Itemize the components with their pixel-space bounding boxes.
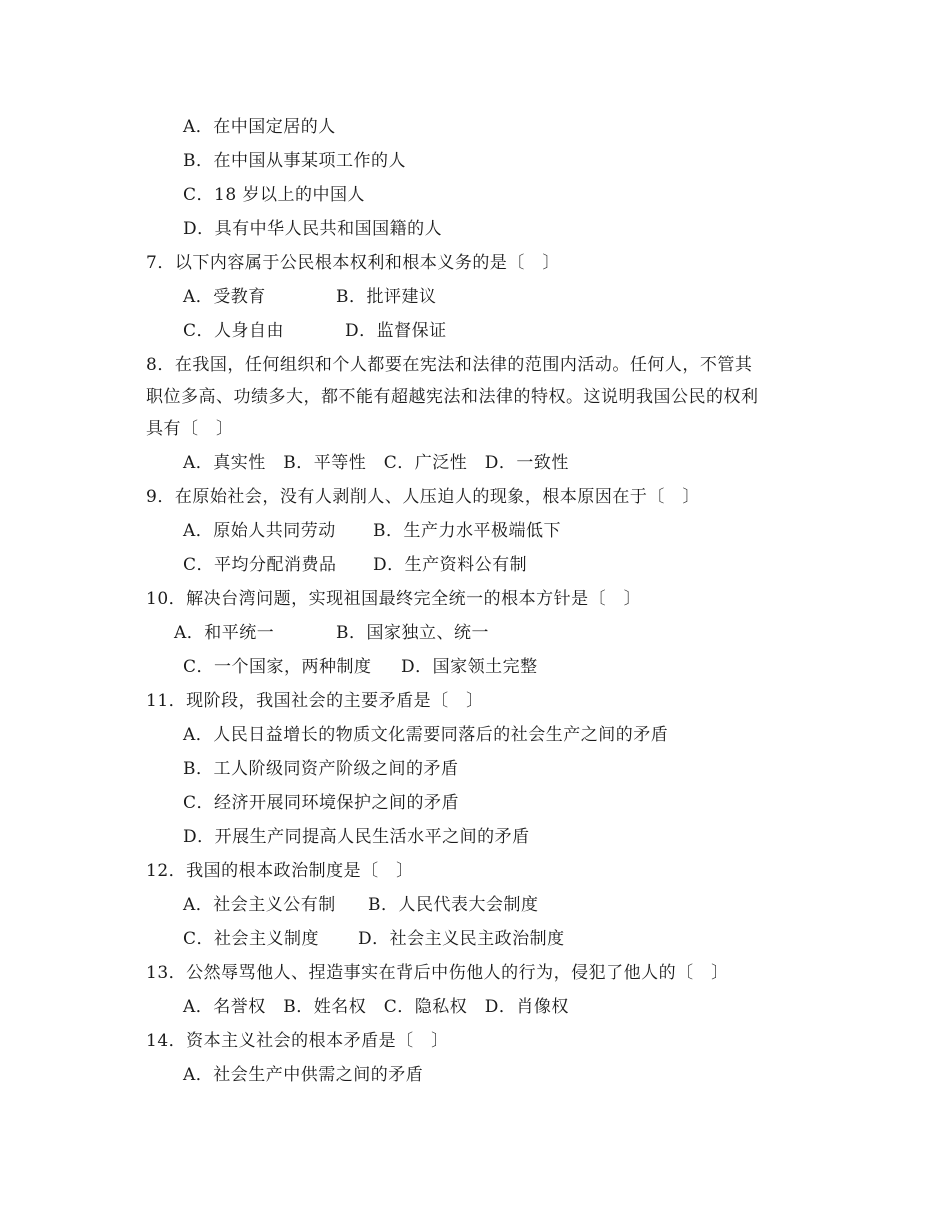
q12-option-c: C．社会主义制度 (183, 929, 320, 949)
q7-option-a: A．受教育 (183, 287, 266, 307)
q8-stem-line3: 具有〔 〕 (146, 419, 234, 439)
q7-stem: 7．以下内容属于公民根本权利和根本义务的是〔 〕 (146, 253, 560, 273)
q8-stem-line1: 8．在我国，任何组织和个人都要在宪法和法律的范围内活动。任何人，不管其 (146, 355, 753, 375)
q13-stem: 13．公然辱骂他人、捏造事实在背后中伤他人的行为，侵犯了他人的〔 〕 (146, 963, 729, 983)
q10-stem: 10．解决台湾问题，实现祖国最终完全统一的根本方针是〔 〕 (146, 589, 642, 609)
q11-option-a: A．人民日益增长的物质文化需要同落后的社会生产之间的矛盾 (183, 725, 669, 745)
q10-option-c: C．一个国家，两种制度 (183, 657, 372, 677)
q8-options: A．真实性 B．平等性 C．广泛性 D．一致性 (183, 453, 569, 473)
q12-option-a: A．社会主义公有制 (183, 895, 336, 915)
q9-option-d: D．生产资料公有制 (373, 555, 528, 575)
q9-stem: 9．在原始社会，没有人剥削人、人压迫人的现象，根本原因在于〔 〕 (146, 487, 700, 507)
q10-option-b: B．国家独立、统一 (336, 623, 489, 643)
q7-option-b: B．批评建议 (336, 287, 437, 307)
q11-option-d: D．开展生产同提高人民生活水平之间的矛盾 (183, 827, 530, 847)
q10-option-a: A．和平统一 (174, 623, 275, 643)
q13-options: A．名誉权 B．姓名权 C．隐私权 D．肖像权 (183, 997, 569, 1017)
q8-stem-line2: 职位多高、功绩多大，都不能有超越宪法和法律的特权。这说明我国公民的权利 (146, 387, 759, 407)
q6-option-b: B．在中国从事某项工作的人 (183, 151, 406, 171)
q11-stem: 11．现阶段，我国社会的主要矛盾是〔 〕 (146, 691, 484, 711)
q9-option-c: C．平均分配消费品 (183, 555, 337, 575)
q9-option-a: A．原始人共同劳动 (183, 521, 336, 541)
q14-stem: 14．资本主义社会的根本矛盾是〔 〕 (146, 1031, 449, 1051)
q6-option-d: D．具有中华人民共和国国籍的人 (183, 219, 443, 239)
q6-option-a: A．在中国定居的人 (183, 117, 336, 137)
q10-option-d: D．国家领土完整 (401, 657, 538, 677)
q7-option-c: C．人身自由 (183, 321, 285, 341)
q11-option-c: C．经济开展同环境保护之间的矛盾 (183, 793, 460, 813)
q11-option-b: B．工人阶级同资产阶级之间的矛盾 (183, 759, 459, 779)
q12-option-b: B．人民代表大会制度 (368, 895, 539, 915)
q12-option-d: D．社会主义民主政治制度 (358, 929, 565, 949)
q12-stem: 12．我国的根本政治制度是〔 〕 (146, 861, 414, 881)
q6-option-c: C．18 岁以上的中国人 (183, 185, 366, 205)
q9-option-b: B．生产力水平极端低下 (373, 521, 561, 541)
q14-option-a: A．社会生产中供需之间的矛盾 (183, 1065, 424, 1085)
q7-option-d: D．监督保证 (345, 321, 447, 341)
